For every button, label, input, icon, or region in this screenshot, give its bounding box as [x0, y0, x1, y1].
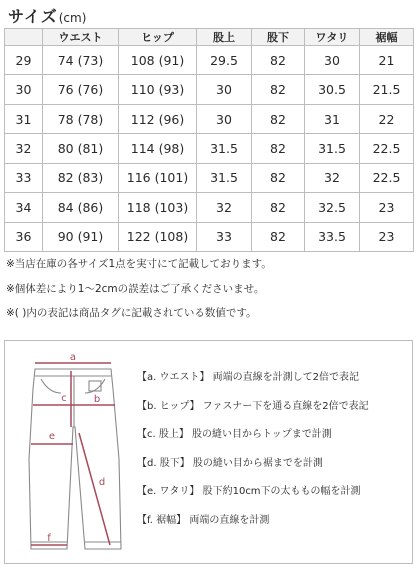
header-rise: 股上	[197, 29, 252, 46]
measure-lines	[31, 363, 115, 545]
cell-rise: 30	[197, 104, 252, 133]
cell-inseam: 82	[252, 222, 305, 251]
label-d: d	[98, 477, 106, 488]
cell-thigh: 31.5	[305, 134, 360, 163]
table-row	[5, 75, 414, 104]
table-row	[5, 163, 414, 192]
cell-hem: 23	[360, 222, 414, 251]
table-row	[5, 222, 414, 251]
legend-rise: 【c. 股上】 股の縫い目からトップまで計測	[137, 429, 332, 440]
cell-waist: 76 (76)	[43, 75, 119, 104]
table-row	[5, 104, 414, 133]
table-row	[5, 46, 414, 75]
cell-hem: 22	[360, 104, 414, 133]
cell-inseam: 82	[252, 46, 305, 75]
cell-waist: 80 (81)	[43, 134, 119, 163]
legend-inseam: 【d. 股下】 股の縫い目から裾までを計測	[137, 457, 323, 469]
label-a: a	[69, 352, 77, 363]
cell-thigh: 30	[305, 46, 360, 75]
pants-outline	[29, 369, 121, 549]
cell-rise: 30	[197, 75, 252, 104]
header-size	[5, 29, 43, 46]
cell-inseam: 82	[252, 75, 305, 104]
cell-thigh: 30.5	[305, 75, 360, 104]
size-table	[4, 28, 414, 252]
legend-hem: 【f. 裾幅】 両端の直線を計測	[137, 514, 270, 526]
cell-thigh: 33.5	[305, 222, 360, 251]
cell-hem: 21	[360, 46, 414, 75]
cell-size: 30	[5, 75, 43, 104]
cell-size: 33	[5, 163, 43, 192]
cell-waist: 78 (78)	[43, 104, 119, 133]
table-row	[5, 134, 414, 163]
legend-hip: 【b. ヒップ】 ファスナー下を通る直線を2倍で表記	[137, 400, 369, 412]
cell-hip: 112 (96)	[119, 104, 197, 133]
cell-hip: 116 (101)	[119, 163, 197, 192]
size-title	[8, 4, 86, 26]
cell-size: 32	[5, 134, 43, 163]
cell-hem: 22.5	[360, 134, 414, 163]
cell-rise: 29.5	[197, 46, 252, 75]
cell-hip: 110 (93)	[119, 75, 197, 104]
cell-size: 34	[5, 193, 43, 222]
cell-inseam: 82	[252, 163, 305, 192]
header-inseam: 股下	[252, 29, 305, 46]
header-waist: ウエスト	[43, 29, 119, 46]
cell-size: 29	[5, 46, 43, 75]
label-e: e	[48, 431, 56, 442]
cell-thigh: 31	[305, 104, 360, 133]
cell-waist: 84 (86)	[43, 193, 119, 222]
cell-hip: 118 (103)	[119, 193, 197, 222]
cell-inseam: 82	[252, 193, 305, 222]
header-thigh: ワタリ	[305, 29, 360, 46]
table-row	[5, 193, 414, 222]
cell-hem: 22.5	[360, 163, 414, 192]
measurement-legend	[137, 371, 409, 542]
table-header-row	[5, 29, 414, 46]
cell-hem: 23	[360, 193, 414, 222]
header-hem: 裾幅	[360, 29, 414, 46]
cell-rise: 33	[197, 222, 252, 251]
cell-rise: 31.5	[197, 134, 252, 163]
label-c: c	[61, 393, 67, 404]
note-stock: ※当店在庫の各サイズ1点を実寸にて記載しております。	[6, 258, 272, 270]
cell-waist: 74 (73)	[43, 46, 119, 75]
cell-hip: 108 (91)	[119, 46, 197, 75]
cell-inseam: 82	[252, 134, 305, 163]
cell-size: 31	[5, 104, 43, 133]
cell-size: 36	[5, 222, 43, 251]
cell-thigh: 32	[305, 163, 360, 192]
cell-rise: 32	[197, 193, 252, 222]
cell-waist: 90 (91)	[43, 222, 119, 251]
cell-inseam: 82	[252, 104, 305, 133]
header-hip: ヒップ	[119, 29, 197, 46]
notes	[6, 258, 414, 332]
note-tag-values: ※( )内の表記は商品タグに記載されている数値です。	[6, 307, 257, 319]
cell-hip: 122 (108)	[119, 222, 197, 251]
label-f: f	[47, 533, 51, 544]
note-tolerance: ※個体差により1〜2cmの誤差はご了承くださいませ。	[6, 282, 265, 295]
cell-hip: 114 (98)	[119, 134, 197, 163]
pants-illustration	[15, 349, 133, 557]
title-unit: (cm)	[58, 11, 87, 25]
cell-thigh: 32.5	[305, 193, 360, 222]
measurement-diagram	[4, 340, 413, 564]
label-b: b	[93, 394, 101, 405]
cell-waist: 82 (83)	[43, 163, 119, 192]
legend-waist: 【a. ウエスト】 両端の直線を計測して2倍で表記	[137, 372, 360, 383]
legend-thigh: 【e. ワタリ】 股下約10cm下の太ももの幅を計測	[137, 486, 361, 497]
title-main: サイズ	[8, 7, 58, 26]
cell-rise: 31.5	[197, 163, 252, 192]
cell-hem: 21.5	[360, 75, 414, 104]
